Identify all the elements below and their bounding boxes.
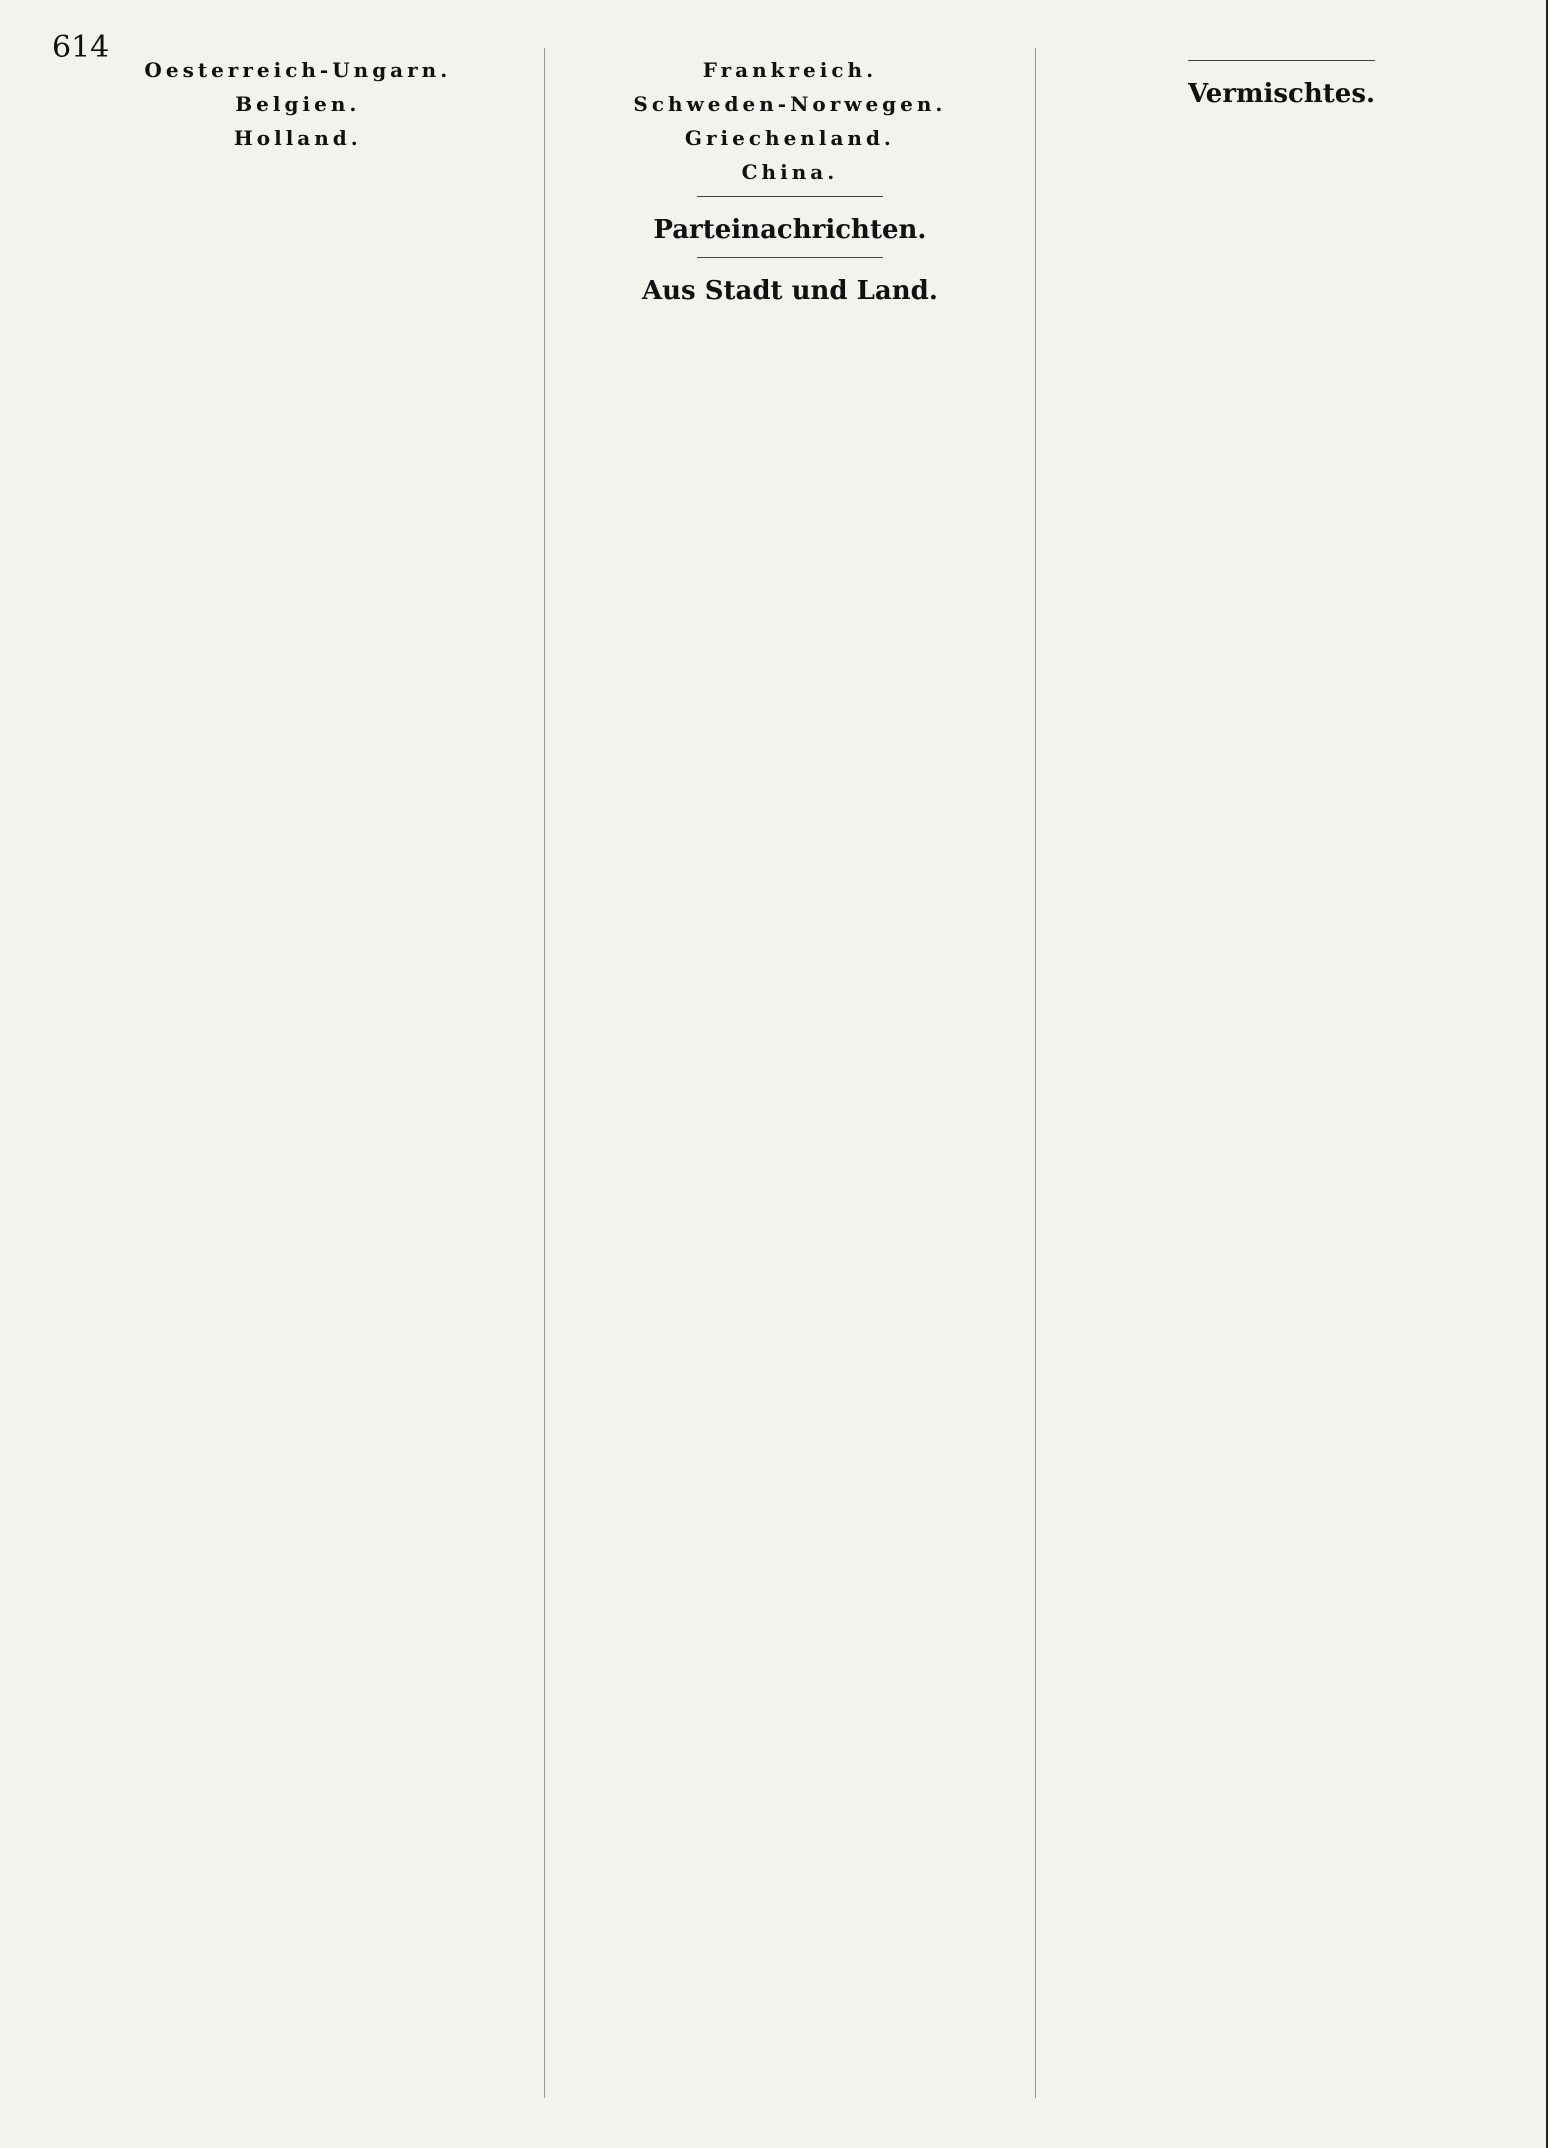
column-area	[52, 48, 1527, 2098]
section-heading: Oesterreich-Ungarn.	[144, 58, 452, 82]
section-heading: Aus Stadt und Land.	[641, 276, 938, 306]
section-heading: Frankreich.	[702, 58, 878, 82]
column-2	[544, 48, 1036, 2098]
section-rule	[1188, 60, 1375, 61]
section-heading: Schweden-Norwegen.	[633, 92, 947, 116]
section-heading: China.	[741, 160, 839, 184]
section-rule	[697, 257, 884, 258]
section-heading: Parteinachrichten.	[653, 215, 927, 245]
column-1	[52, 48, 544, 2098]
section-rule	[697, 196, 884, 197]
section-heading: Belgien.	[235, 92, 361, 116]
section-heading: Griechenland.	[684, 126, 895, 150]
page-number: 614	[52, 30, 110, 65]
page-edge	[1546, 0, 1567, 2148]
column-3	[1035, 48, 1527, 2098]
section-heading: Holland.	[233, 126, 362, 150]
section-heading: Vermischtes.	[1188, 79, 1376, 109]
